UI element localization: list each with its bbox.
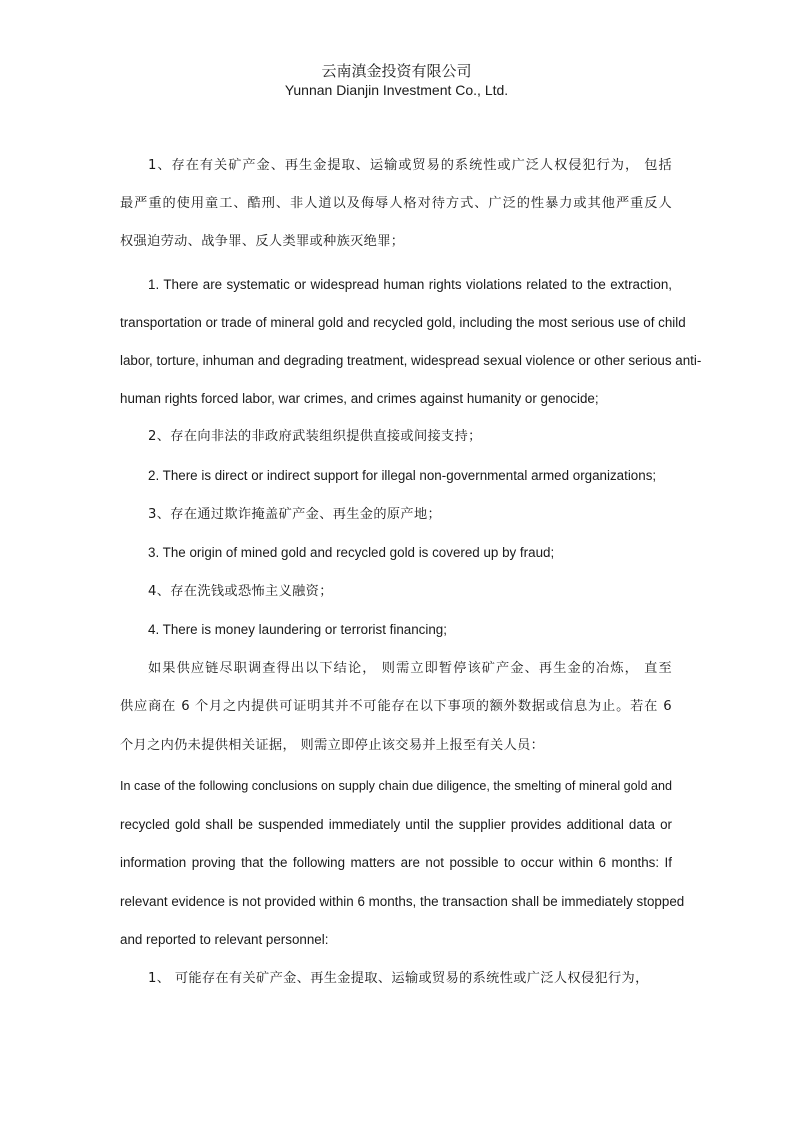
p1-en-line-3: labor, torture, inhuman and degrading treatment, widespread sexual violence or other serious anti- bbox=[120, 353, 702, 368]
p5-cn-line-3: 个月之内仍未提供相关证据， 则需立即停止该交易并上报至有关人员： bbox=[120, 738, 545, 753]
p3-en: 3. The origin of mined gold and recycled gold is covered up by fraud; bbox=[148, 545, 555, 560]
p1-en-line-2: transportation or trade of mineral gold and recycled gold, including the most serious use of child bbox=[120, 315, 686, 330]
p1-cn-line-2: 最严重的使用童工、酷刑、非人道以及侮辱人格对待方式、广泛的性暴力或其他严重反人 bbox=[120, 196, 672, 211]
p1-en-line-1: 1. There are systematic or widespread human rights violations related to the extraction, bbox=[148, 277, 672, 292]
p2-en: 2. There is direct or indirect support for illegal non-governmental armed organizations; bbox=[148, 468, 657, 483]
p4-en: 4. There is money laundering or terrorist financing; bbox=[148, 622, 447, 637]
p6-cn: 1、 可能存在有关矿产金、再生金提取、运输或贸易的系统性或广泛人权侵犯行为， bbox=[148, 971, 649, 986]
p5-cn-line-1: 如果供应链尽职调查得出以下结论， 则需立即暂停该矿产金、再生金的冶炼， 直至 bbox=[148, 661, 672, 676]
p3-cn: 3、存在通过欺诈掩盖矿产金、再生金的原产地； bbox=[148, 507, 442, 522]
p5-en-line-2: recycled gold shall be suspended immediately until the supplier provides additional data or bbox=[120, 817, 672, 832]
company-name-en: Yunnan Dianjin Investment Co., Ltd. bbox=[284, 82, 509, 98]
company-name-cn: 云南滇金投资有限公司 bbox=[321, 62, 472, 80]
p2-cn: 2、存在向非法的非政府武装组织提供直接或间接支持； bbox=[148, 429, 482, 444]
p5-en-line-3: information proving that the following matters are not possible to occur within 6 months: If bbox=[120, 855, 672, 870]
p5-en-line-4: relevant evidence is not provided within 6 months, the transaction shall be immediately stopped bbox=[120, 894, 685, 909]
p5-en-line-1: In case of the following conclusions on supply chain due diligence, the smelting of mineral gold and bbox=[120, 779, 672, 793]
p1-en-line-4: human rights forced labor, war crimes, and crimes against humanity or genocide; bbox=[120, 391, 599, 406]
p5-cn-line-2: 供应商在 6 个月之内提供可证明其并不可能存在以下事项的额外数据或信息为止。若在 6 bbox=[120, 699, 672, 714]
p1-cn-line-3: 权强迫劳动、战争罪、反人类罪或种族灭绝罪； bbox=[120, 234, 405, 249]
p5-en-line-5: and reported to relevant personnel: bbox=[120, 932, 329, 947]
p4-cn: 4、存在洗钱或恐怖主义融资； bbox=[148, 584, 333, 599]
p1-cn-line-1: 1、存在有关矿产金、再生金提取、运输或贸易的系统性或广泛人权侵犯行为， 包括 bbox=[148, 158, 672, 173]
